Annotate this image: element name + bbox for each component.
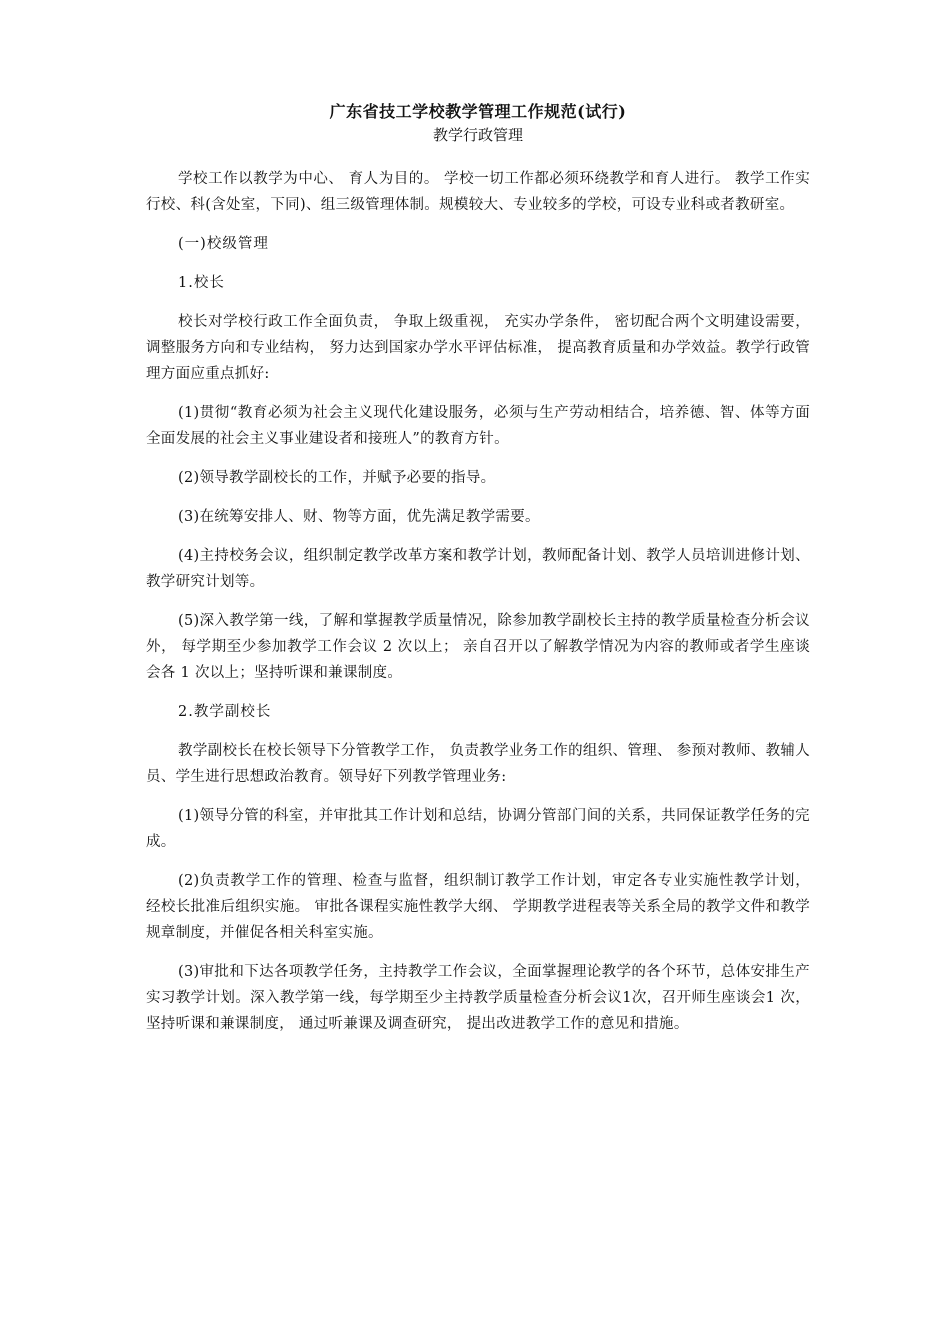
document-subtitle: 教学行政管理 xyxy=(432,126,523,144)
section-heading-school-level: (一)校级管理 xyxy=(178,236,269,252)
vice-principal-overview-paragraph: 教学副校长在校长领导下分管教学工作， 负责教学业务工作的组织、管理、 参预对教师、教辅人员、学生进行思想政治教育。领导好下列教学管理业务: xyxy=(146,743,810,785)
intro-paragraph: 学校工作以教学为中心、 育人为目的。 学校一切工作都必须环绕教学和育人进行。 教学工作实行校、科(含处室，下同)、组三级管理体制。规模较大、专业较多的学校，可设专业科或者教研室。 xyxy=(146,171,810,213)
principal-item-1: (1)贯彻“教育必须为社会主义现代化建设服务，必须与生产劳动相结合，培养德、智、体等方面全面发展的社会主义事业建设者和接班人”的教育方针。 xyxy=(146,405,810,447)
vice-principal-item-3: (3)审批和下达各项教学任务，主持教学工作会议，全面掌握理论教学的各个环节，总体安排生产实习教学计划。深入教学第一线，每学期至少主持教学质量检查分析会议1次，召开师生座谈会1 次，坚持听课和兼课制度， 通过听兼课及调查研究， 提出改进教学工作的意见和措施。 xyxy=(146,964,810,1032)
vice-principal-item-2: (2)负责教学工作的管理、检查与监督，组织制订教学工作计划，审定各专业实施性教学计划， 经校长批准后组织实施。 审批各课程实施性教学大纲、 学期教学进程表等关系全局的教学文件和教学规章制度，并催促各相关科室实施。 xyxy=(146,873,810,941)
principal-item-2: (2)领导教学副校长的工作，并赋予必要的指导。 xyxy=(178,470,496,486)
document-body xyxy=(146,100,810,1050)
principal-overview-paragraph: 校长对学校行政工作全面负责， 争取上级重视， 充实办学条件， 密切配合两个文明建设需要， 调整服务方向和专业结构， 努力达到国家办学水平评估标准， 提高教育质量和办学效益。教学行政管理方面应重点抓好: xyxy=(146,314,810,382)
principal-item-3: (3)在统筹安排人、财、物等方面，优先满足教学需要。 xyxy=(178,509,540,525)
principal-item-4: (4)主持校务会议，组织制定教学改革方案和教学计划，教师配备计划、教学人员培训进修计划、教学研究计划等。 xyxy=(146,548,810,590)
subsection-heading-principal: 1.校长 xyxy=(178,275,225,291)
principal-item-5: (5)深入教学第一线，了解和掌握教学质量情况，除参加教学副校长主持的教学质量检查分析会议外， 每学期至少参加教学工作会议 2 次以上； 亲自召开以了解教学情况为内容的教师或者学生座谈会各 1 次以上；坚持听课和兼课制度。 xyxy=(146,613,810,681)
vice-principal-item-1: (1)领导分管的科室，并审批其工作计划和总结，协调分管部门间的关系，共同保证教学任务的完成。 xyxy=(146,808,810,850)
subsection-heading-vice-principal: 2.教学副校长 xyxy=(178,704,272,720)
document-title: 广东省技工学校教学管理工作规范(试行) xyxy=(329,102,627,121)
